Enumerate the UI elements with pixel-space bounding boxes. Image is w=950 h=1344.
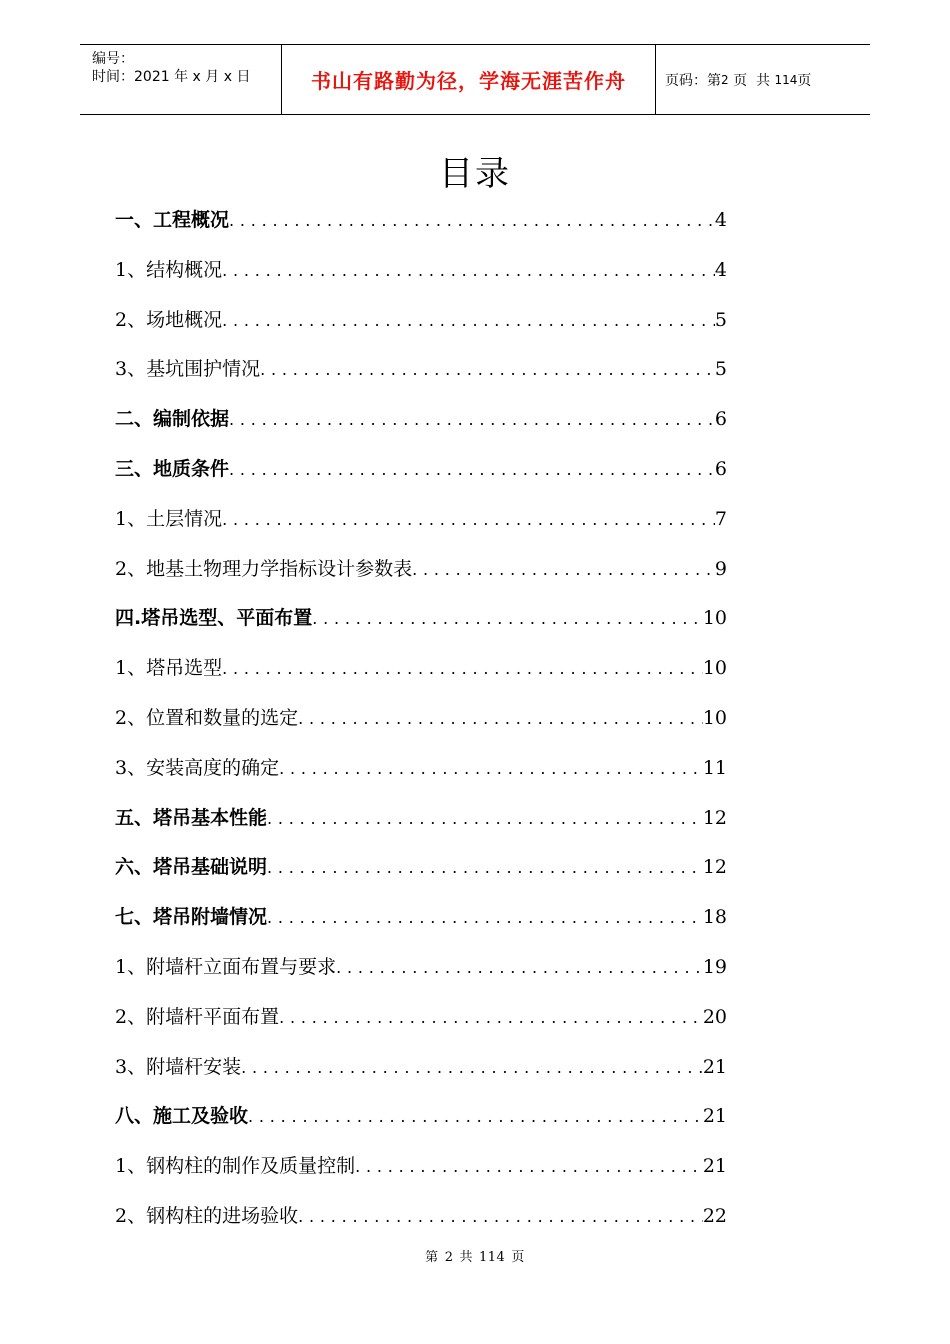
toc-entry-page: 4	[714, 258, 727, 281]
toc-entry[interactable]	[115, 395, 727, 445]
toc-entry-page: 5	[714, 308, 727, 331]
toc-entry[interactable]	[115, 744, 727, 794]
toc-entry-page: 21	[702, 1105, 727, 1128]
header-motto-cell	[281, 45, 656, 114]
toc-entry-label: 3、附墙杆安装	[115, 1055, 242, 1078]
toc-entry[interactable]	[115, 296, 727, 346]
toc-leader-dots	[336, 943, 703, 993]
toc-entry[interactable]	[115, 196, 727, 246]
toc-leader-dots	[298, 1192, 703, 1242]
toc-leader-dots	[229, 395, 715, 445]
table-of-contents	[115, 196, 727, 1242]
toc-entry[interactable]	[115, 1092, 727, 1142]
toc-leader-dots	[260, 345, 715, 395]
toc-leader-dots	[222, 495, 715, 545]
toc-entry-label: 1、土层情况	[115, 507, 223, 530]
footer-suffix: 页	[511, 1250, 525, 1265]
toc-entry-page: 12	[702, 806, 727, 829]
toc-entry-page: 19	[702, 955, 727, 978]
header-page-total: 114	[774, 72, 798, 87]
toc-entry-page: 9	[714, 557, 727, 580]
toc-entry-label: 2、附墙杆平面布置	[115, 1005, 280, 1028]
toc-entry-label: 3、安装高度的确定	[115, 756, 280, 779]
toc-leader-dots	[298, 694, 703, 744]
toc-entry-page: 6	[714, 457, 727, 480]
toc-entry[interactable]	[115, 445, 727, 495]
toc-leader-dots	[248, 1092, 703, 1142]
toc-entry-label: 八、施工及验收	[115, 1105, 249, 1128]
toc-entry-page: 4	[714, 209, 727, 231]
toc-entry-page: 18	[702, 906, 727, 929]
toc-entry-page: 10	[702, 706, 727, 729]
toc-entry[interactable]	[115, 694, 727, 744]
footer-prefix: 第	[425, 1250, 439, 1265]
toc-entry-label: 2、位置和数量的选定	[115, 706, 299, 729]
toc-entry-label: 2、地基土物理力学指标设计参数表	[115, 557, 413, 580]
toc-entry-label: 四.塔吊选型、平面布置	[115, 607, 313, 630]
toc-entry[interactable]	[115, 794, 727, 844]
toc-leader-dots	[229, 196, 715, 246]
toc-entry[interactable]	[115, 943, 727, 993]
page-title: 目录	[439, 154, 511, 194]
toc-entry[interactable]	[115, 246, 727, 296]
toc-entry-page: 20	[702, 1005, 727, 1028]
toc-entry[interactable]	[115, 644, 727, 694]
toc-entry[interactable]	[115, 893, 727, 943]
toc-leader-dots	[267, 843, 703, 893]
toc-entry-label: 三、地质条件	[115, 457, 230, 480]
toc-entry-label: 1、附墙杆立面布置与要求	[115, 955, 337, 978]
document-time-label: 时间：2021 年 x 月 x 日	[92, 69, 251, 85]
toc-entry-page: 10	[702, 607, 727, 630]
toc-leader-dots	[267, 794, 703, 844]
toc-entry-page: 22	[702, 1204, 727, 1227]
header-page-current: 2	[721, 72, 729, 87]
toc-entry-label: 五、塔吊基本性能	[115, 806, 268, 829]
toc-leader-dots	[279, 744, 703, 794]
toc-entry[interactable]	[115, 1043, 727, 1093]
toc-leader-dots	[222, 246, 715, 296]
toc-leader-dots	[241, 1043, 703, 1093]
toc-entry-page: 11	[702, 756, 727, 779]
toc-entry-page: 21	[702, 1055, 727, 1078]
header-page-prefix: 页码：第	[665, 72, 721, 89]
document-number-label: 编号：	[92, 51, 134, 67]
toc-entry-label: 一、工程概况	[115, 209, 230, 231]
toc-entry[interactable]	[115, 1192, 727, 1242]
toc-leader-dots	[222, 296, 715, 346]
toc-entry-label: 2、场地概况	[115, 308, 223, 331]
footer-current-page: 2	[444, 1250, 454, 1265]
toc-entry-label: 2、钢构柱的进场验收	[115, 1204, 299, 1227]
footer-total-pages: 114	[478, 1250, 506, 1265]
toc-entry-label: 3、基坑围护情况	[115, 358, 261, 381]
toc-entry[interactable]	[115, 1142, 727, 1192]
toc-entry[interactable]	[115, 345, 727, 395]
toc-leader-dots	[267, 893, 703, 943]
toc-entry[interactable]	[115, 545, 727, 595]
toc-entry-label: 1、钢构柱的制作及质量控制	[115, 1155, 356, 1178]
page-header	[80, 44, 870, 115]
toc-entry-label: 六、塔吊基础说明	[115, 856, 268, 879]
toc-leader-dots	[355, 1142, 703, 1192]
toc-leader-dots	[412, 545, 715, 595]
header-page-suffix: 页	[797, 72, 812, 89]
toc-entry-page: 10	[702, 657, 727, 680]
toc-entry[interactable]	[115, 495, 727, 545]
toc-leader-dots	[222, 644, 703, 694]
toc-entry-label: 1、塔吊选型	[115, 657, 223, 680]
toc-entry[interactable]	[115, 993, 727, 1043]
toc-leader-dots	[229, 445, 715, 495]
toc-entry[interactable]	[115, 843, 727, 893]
header-meta	[80, 45, 280, 114]
header-page-mid: 页 共	[728, 72, 775, 89]
toc-entry-label: 二、编制依据	[115, 408, 230, 431]
toc-entry-page: 5	[714, 358, 727, 381]
header-page-info	[655, 45, 870, 114]
toc-entry-page: 12	[702, 856, 727, 879]
toc-entry-page: 21	[702, 1155, 727, 1178]
footer-mid: 共	[459, 1250, 473, 1265]
page-footer	[0, 1246, 950, 1265]
toc-entry[interactable]	[115, 594, 727, 644]
toc-entry-page: 7	[714, 507, 727, 530]
header-motto: 书山有路勤为径，学海无涯苦作舟	[311, 69, 626, 93]
toc-leader-dots	[312, 594, 703, 644]
toc-leader-dots	[279, 993, 703, 1043]
toc-entry-label: 1、结构概况	[115, 258, 223, 281]
toc-entry-label: 七、塔吊附墙情况	[115, 906, 268, 929]
toc-entry-page: 6	[714, 408, 727, 431]
